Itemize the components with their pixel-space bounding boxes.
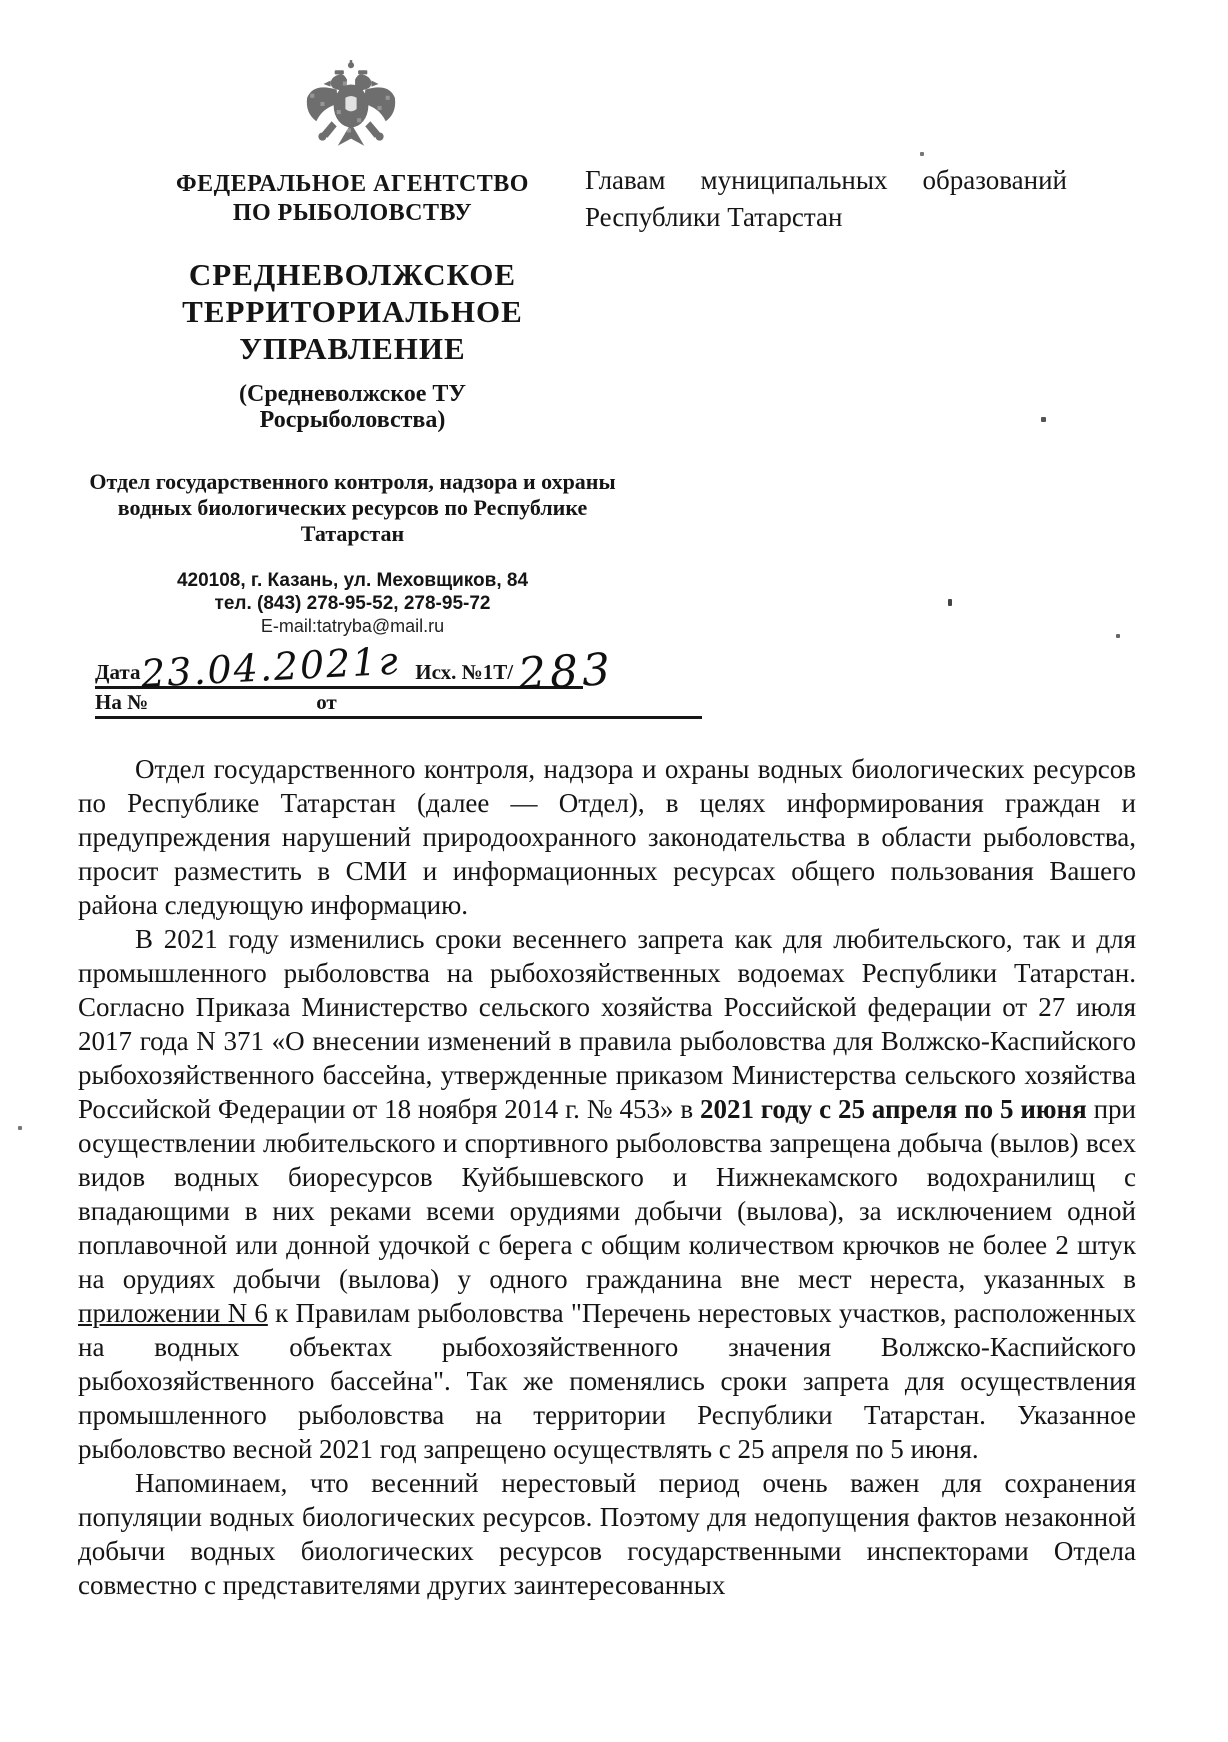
reply-to-number-label: На № (95, 690, 149, 714)
appendix-reference-underlined: приложении N 6 (78, 1298, 268, 1328)
handwritten-date: 23.04.2021г (140, 638, 402, 696)
paragraph-ban-terms (78, 922, 1136, 1466)
paragraph-reminder: Напоминаем, что весенний нерестовый период очень важен для сохранения популяции водных биологических ресурсов. Поэтому для недопущения фактов незаконной добычи водных биологических ресурсов государственными инспекторами Отдела совместно с представителями других заинтересованных (78, 1468, 1136, 1600)
postal-address: 420108, г. Казань, ул. Меховщиков, 84 (176, 570, 529, 591)
addressee-block: Главам муниципальных образований Республики Татарстан (585, 165, 1067, 232)
division-name-line3: УПРАВЛЕНИЕ (239, 331, 466, 366)
ban-rules-text: при осуществлении любительского и спортивного рыболовства запрещена добыча (вылов) всех видов водных биоресурсов Куйбышевского и Нижнекамского водохранилищ с впадающими в них реками всеми орудиями добычи (вылова), за исключением одной поплавочной или донной удочкой с берега с общим количеством крючков не более 2 штук на орудиях добычи (вылова) у одного гражданина вне мест нереста, указанных в (78, 1094, 1136, 1294)
reference-date-row (95, 636, 616, 700)
ban-terms-text: В 2021 году изменились сроки весеннего запрета как для любительского, так и для промышленного рыболовства на рыбохозяйственных водоемах Республики Татарстан. Согласно Приказа Министерство сельского хозяйства Российской федерации от 27 июля 2017 года N 371 «О внесении изменений в правила рыболовства для Волжско-Каспийского рыбохозяйственного бассейна, утвержденные приказом Министерства сельского хозяйства Российской Федерации от 18 ноября 2014 г. № 453» в (78, 924, 1136, 1124)
division-name-line1: СРЕДНЕВОЛЖСКОЕ (188, 257, 517, 292)
coat-of-arms-eagle-icon (300, 58, 402, 158)
paragraph-intro: Отдел государственного контроля, надзора и охраны водных биологических ресурсов по Республике Татарстан (далее — Отдел), в целях информирования граждан и предупреждения нарушений природоохранного законодательства в области рыболовства, просит разместить в СМИ и информационных ресурсах общего пользования Вашего района следующую информацию. (78, 754, 1136, 920)
department-name: Отдел государственного контроля, надзора и охраны водных биологических ресурсов по Республике Татарстан (89, 469, 616, 546)
division-name-line2: ТЕРРИТОРИАЛЬНОЕ (182, 294, 523, 329)
outgoing-number-label: Исх. №1Т/ (415, 660, 514, 684)
agency-name-line1: ФЕДЕРАЛЬНОЕ АГЕНТСТВО (176, 171, 529, 197)
division-short-name-line1: (Средневолжское ТУ (239, 381, 466, 407)
email-address: E-mail:tatryba@mail.ru (260, 616, 445, 636)
scan-speck (1116, 634, 1120, 638)
scan-speck (948, 599, 952, 606)
scan-speck (920, 152, 924, 156)
division-short-name-line2: Росрыболовства) (259, 407, 446, 433)
reply-from-label: от (316, 690, 337, 714)
reference-block (95, 636, 707, 719)
contact-block (85, 569, 620, 638)
division-short-name (85, 381, 620, 433)
scan-speck (18, 1126, 22, 1130)
scan-speck (1041, 417, 1046, 422)
ban-closing-text: к Правилам рыболовства "Перечень нерестовых участков, расположенных на водных объектах рыбохозяйственного значения Волжско-Каспийского рыбохозяйственного бассейна". Так же поменялись сроки запрета для осуществления промышленного рыболовства на территории Республики Татарстан. Указанное рыболовство весной 2021 год запрещено осуществлять с 25 апреля по 5 июня. (78, 1298, 1136, 1464)
agency-name (85, 170, 620, 228)
date-label: Дата (95, 660, 141, 684)
phone-numbers: тел. (843) 278-95-52, 278-95-72 (214, 593, 491, 614)
letterhead (85, 170, 620, 638)
letter-body (78, 752, 1136, 1602)
agency-name-line2: ПО РЫБОЛОВСТВУ (232, 200, 473, 226)
handwritten-outgoing-number: 283 (516, 644, 616, 700)
ban-period-bold: 2021 году с 25 апреля по 5 июня (699, 1094, 1087, 1124)
division-name (85, 256, 620, 367)
